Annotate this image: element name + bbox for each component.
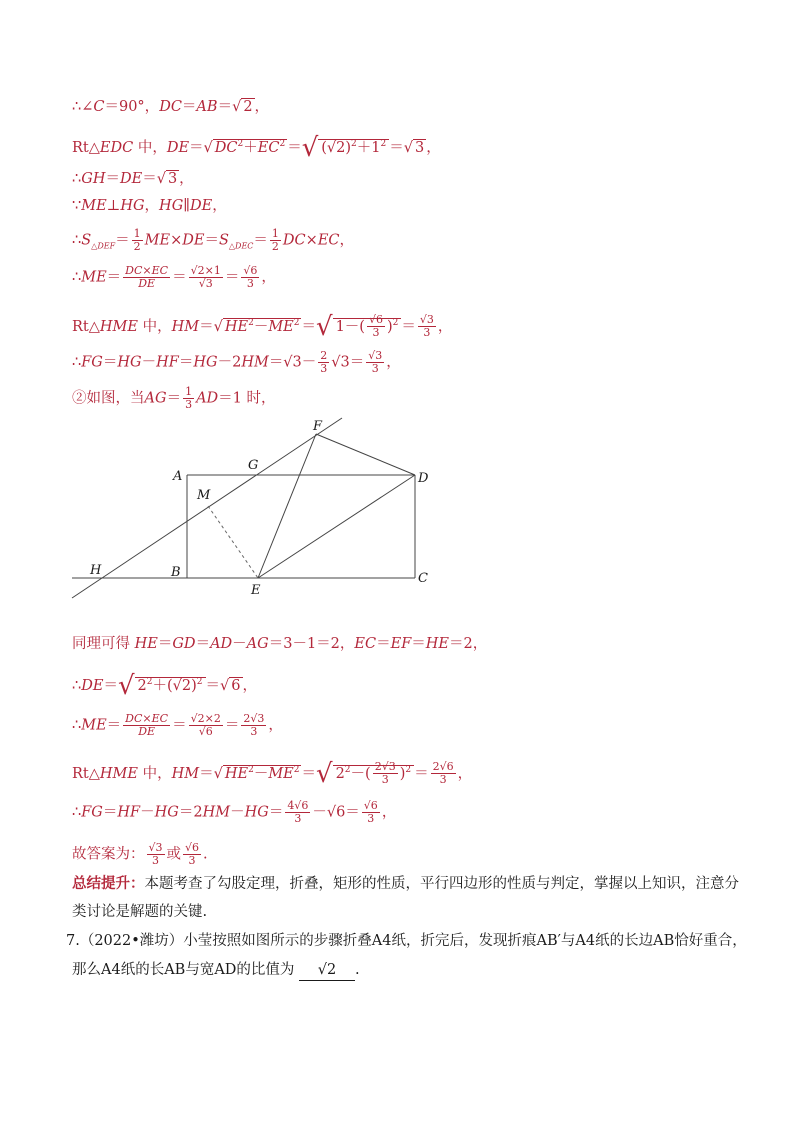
solution-line-8: ∴FG＝HG－HF＝HG－2HM＝√3－ $\frac{2}{3}$ √3＝ $\frac{√3}{3}$ ， xyxy=(72,349,401,375)
solution-line-9: ②如图，当AG＝ $\frac{1}{3}$ AD＝1 时， xyxy=(72,385,276,411)
label-D: D xyxy=(418,471,429,486)
solution-line-11: ∴DE＝√ $2^2+(√2)^2$ ＝√ 6 ， xyxy=(72,670,257,701)
problem-7-period: . xyxy=(355,962,360,978)
solution-line-5: $\therefore S_{\triangle DEF}=$ $\frac{1}{2}$ $ME\times DE=S_{\triangle DEC}=$ $\frac{1}{2}$ DC×EC， xyxy=(72,227,354,253)
problem-7-question: 那么A4纸的长AB与宽AD的比值为 xyxy=(72,962,295,978)
problem-7-line-2 xyxy=(72,960,360,981)
solution-line-12: ∴ME＝ $\frac{DC\times EC}{DE}$ ＝ $\frac{√2\times 2}{√6}$ ＝ $\frac{2√3}{3}$ ， xyxy=(72,712,283,738)
summary-line-2: 类讨论是解题的关键. xyxy=(72,904,208,920)
label-E: E xyxy=(251,583,261,598)
solution-line-10: 同理可得 HE＝GD＝AD－AG＝3－1＝2，EC＝EF＝HE＝2， xyxy=(72,636,488,652)
solution-line-14: ∴FG＝HF－HG＝2HM－HG＝ $\frac{4√6}{3}$ －√6＝ $\frac{√6}{3}$ ， xyxy=(72,799,397,825)
summary-text-1: 本题考查了勾股定理，折叠，矩形的性质，平行四边形的性质与判定，掌握以上知识，注意分 xyxy=(144,876,739,892)
solution-line-13: Rt△HME 中，HM＝√ $HE^2-ME^2$ ＝√ $2^2-$( $\frac{2√3}{3}$ )$^2$ ＝ $\frac{2√6}{3}$ ， xyxy=(72,758,473,789)
summary-label: 总结提升： xyxy=(72,875,145,892)
label-M: M xyxy=(197,488,211,503)
label-F: F xyxy=(313,419,323,434)
summary-line-1 xyxy=(72,874,739,894)
label-C: C xyxy=(418,571,428,586)
solution-line-6: ∴ME＝ $\frac{DC\times EC}{DE}$ ＝ $\frac{√2\times 1}{√3}$ ＝ $\frac{√6}{3}$ ， xyxy=(72,264,276,290)
problem-7-line-1: 7.（2022•潍坊）小莹按照如图所示的步骤折叠A4纸，折完后，发现折痕AB′与A4纸的长边AB恰好重合， xyxy=(66,933,747,949)
solution-line-15: 故答案为： $\frac{√3}{3}$ 或 $\frac{√6}{3}$ . xyxy=(72,841,208,867)
solution-line-7: Rt△HME 中，HM＝√ $HE^2-ME^2$ ＝√ 1－( $\frac{√6}{3}$ )$^2$ ＝ $\frac{√3}{3}$ ， xyxy=(72,311,453,342)
solution-line-4: ∵ME⊥HG，HG∥DE， xyxy=(72,198,227,214)
solution-line-3: ∴GH＝DE＝√ 3 ， xyxy=(72,171,194,187)
solution-line-2: Rt△EDC 中，DE＝√ $DC^2+EC^2$ ＝√ $(√2)^2+1^2$ ＝√ 3 ， xyxy=(72,132,441,163)
label-B: B xyxy=(171,565,181,580)
label-G: G xyxy=(248,458,259,473)
label-A: A xyxy=(173,469,183,484)
answer-blank: √2 xyxy=(299,960,355,981)
solution-line-1: ∴∠C＝90°，DC＝AB＝√ 2 ， xyxy=(72,99,270,115)
geometry-figure xyxy=(70,412,450,602)
label-H: H xyxy=(90,563,102,578)
